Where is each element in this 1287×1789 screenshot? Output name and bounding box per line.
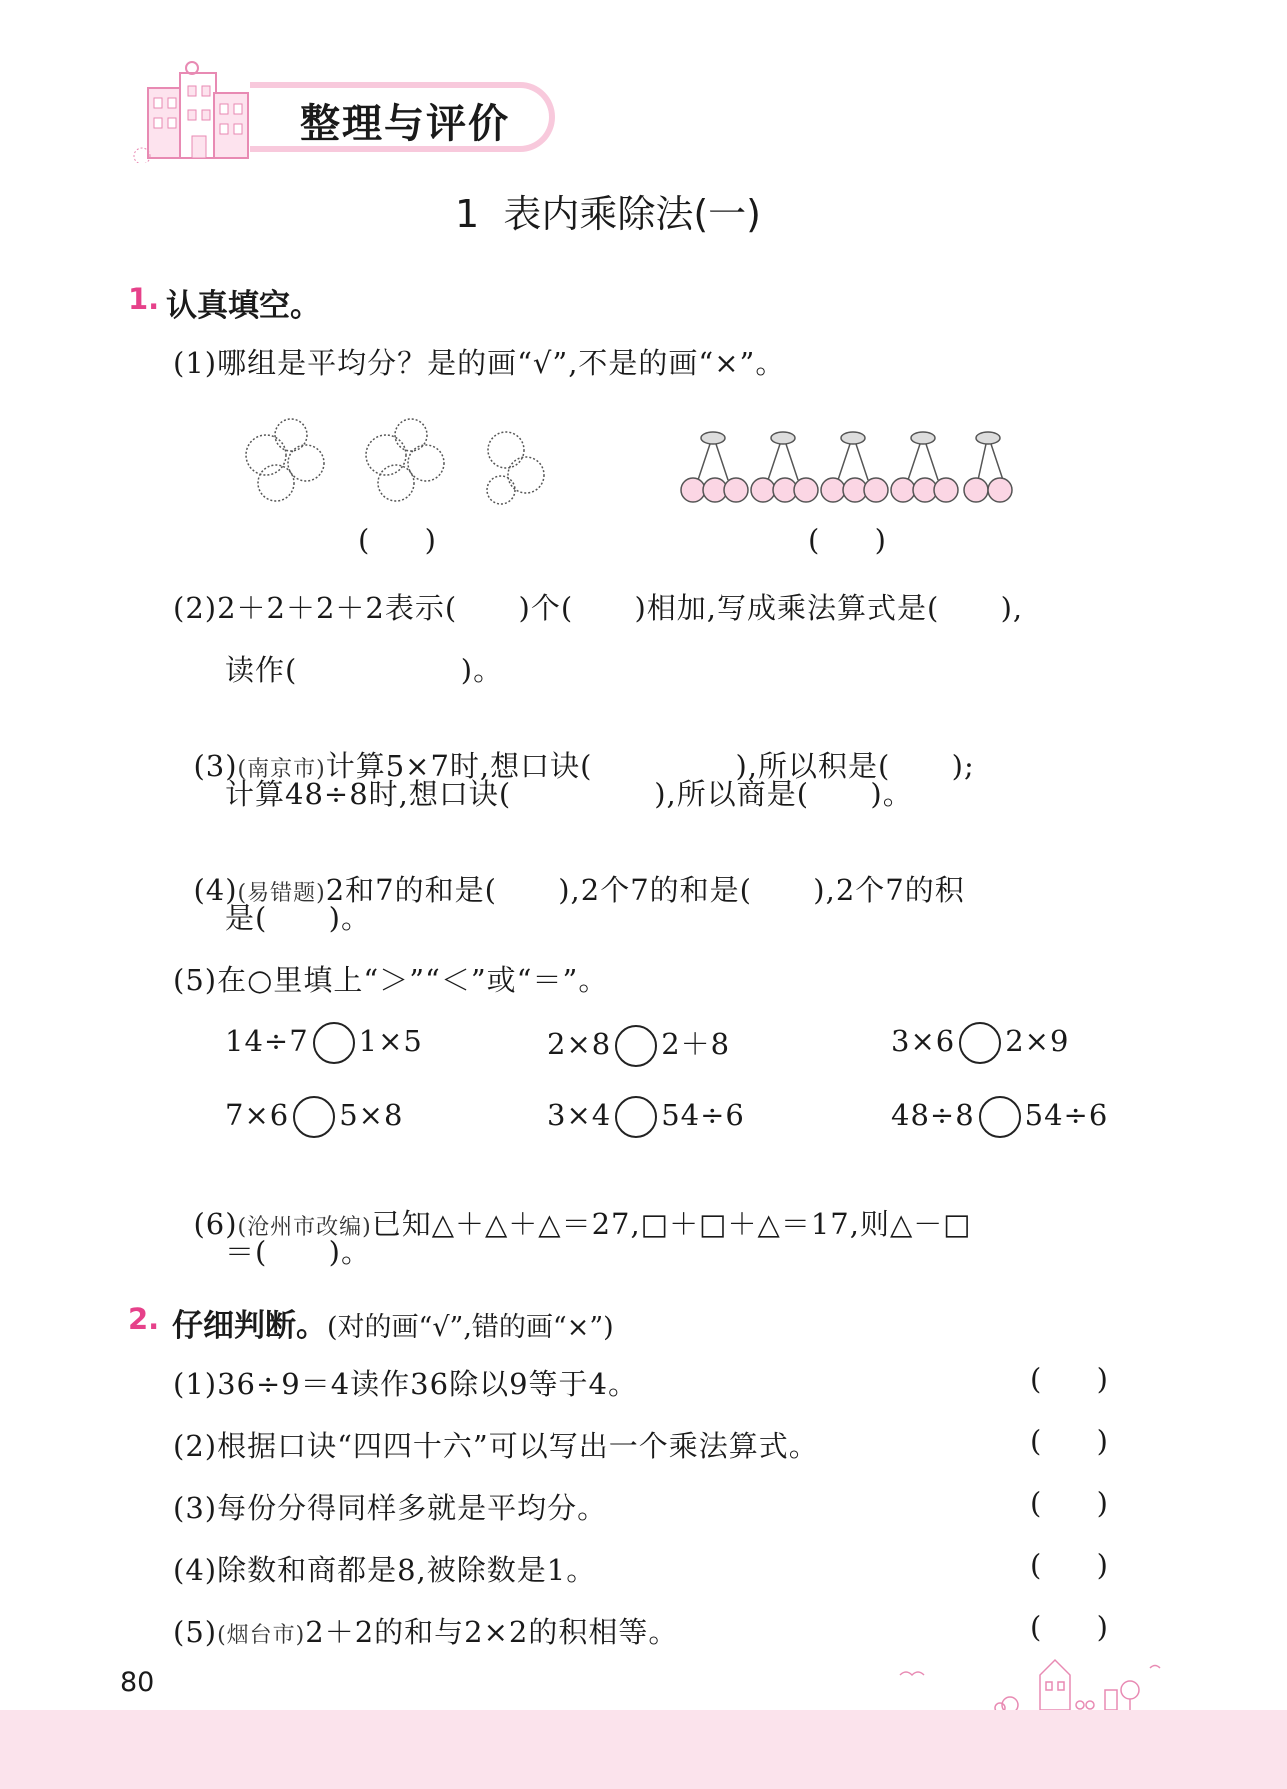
q1-p5-text: (5)在○里填上“＞”“＜”或“＝”。 — [173, 963, 609, 997]
compare-circle[interactable] — [979, 1096, 1021, 1138]
q2-item-1: (1)36÷9＝4读作36除以9等于4。 — [173, 1367, 638, 1401]
q1-p4-source: (易错题) — [237, 881, 326, 906]
q2-item-2: (2)根据口诀“四四十六”可以写出一个乘法算式。 — [173, 1429, 819, 1463]
q1-p4-prefix: (4) — [193, 873, 238, 907]
q2-answer-3[interactable]: ( ) — [1030, 1486, 1108, 1520]
compare-circle[interactable] — [313, 1022, 355, 1064]
q2-number: 2. — [128, 1302, 160, 1336]
q1-p2-line1: (2)2＋2＋2＋2表示( )个( )相加,写成乘法算式是( ), — [173, 591, 1024, 625]
q1-p4-line2: 是( )。 — [225, 901, 371, 935]
q2-item-3: (3)每份分得同样多就是平均分。 — [173, 1491, 608, 1525]
compare-circle[interactable] — [615, 1096, 657, 1138]
q2-instruction: (对的画“√”,错的画“×”) — [327, 1312, 614, 1343]
q1-number: 1. — [128, 282, 160, 316]
q1-p4-rest: 2和7的和是( ),2个7的和是( ),2个7的积 — [325, 873, 965, 907]
q1-p6-source: (沧州市改编) — [237, 1215, 372, 1240]
q2-item-5-source: (烟台市) — [217, 1623, 306, 1648]
q1-p3-rest: 计算5×7时,想口诀( ),所以积是( ); — [325, 749, 975, 783]
chicks-illustration — [236, 405, 571, 510]
q1-p1-answer-b[interactable]: ( ) — [808, 523, 886, 557]
header-building-illustration — [130, 58, 260, 163]
comparison-5: 3×4 54÷6 — [547, 1096, 745, 1138]
q2-answer-1[interactable]: ( ) — [1030, 1362, 1108, 1396]
q2-item-5: (5)(烟台市)2＋2的和与2×2的积相等。 — [173, 1615, 679, 1649]
comparison-3: 3×6 2×9 — [891, 1022, 1069, 1064]
q1-p1-text: (1)哪组是平均分？是的画“√”,不是的画“×”。 — [173, 346, 786, 380]
q1-p3-prefix: (3) — [193, 749, 238, 783]
footer-band — [0, 1710, 1287, 1789]
q1-p6-prefix: (6) — [193, 1207, 238, 1241]
comparison-6: 48÷8 54÷6 — [891, 1096, 1108, 1138]
q2-item-4: (4)除数和商都是8,被除数是1。 — [173, 1553, 597, 1587]
q2-heading-line — [172, 1300, 614, 1345]
q1-heading: 认真填空。 — [166, 288, 321, 324]
cherries-illustration — [678, 430, 1028, 505]
q1-p6-rest: 已知△＋△＋△＝27,□＋□＋△＝17,则△－□ — [371, 1207, 972, 1241]
q2-heading: 仔细判断。 — [172, 1308, 327, 1344]
lesson-title: 1 表内乘除法(一) — [455, 192, 761, 236]
comparison-1: 14÷7 1×5 — [225, 1022, 423, 1064]
section-title: 整理与评价 — [300, 101, 510, 147]
compare-circle[interactable] — [959, 1022, 1001, 1064]
compare-circle[interactable] — [615, 1025, 657, 1067]
comparison-2: 2×8 2＋8 — [547, 1022, 730, 1067]
comparison-4: 7×6 5×8 — [225, 1096, 403, 1138]
q2-answer-2[interactable]: ( ) — [1030, 1424, 1108, 1458]
q1-p1-answer-a[interactable]: ( ) — [358, 523, 436, 557]
q1-p3-line2: 计算48÷8时,想口诀( ),所以商是( )。 — [225, 777, 913, 811]
q1-p3-source: (南京市) — [237, 757, 326, 782]
q1-p2-line2: 读作( )。 — [225, 653, 504, 687]
q1-p6-line2: ＝( )。 — [225, 1235, 371, 1269]
q2-answer-5[interactable]: ( ) — [1030, 1610, 1108, 1644]
q2-answer-4[interactable]: ( ) — [1030, 1548, 1108, 1582]
page-number: 80 — [120, 1667, 155, 1698]
compare-circle[interactable] — [293, 1096, 335, 1138]
